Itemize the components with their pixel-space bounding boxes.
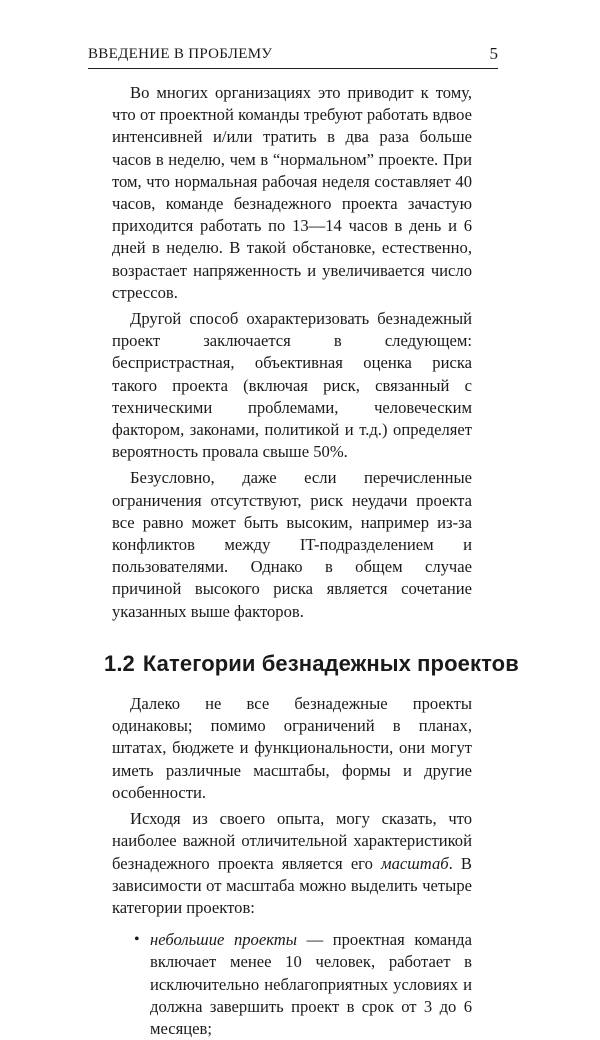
paragraph: Во многих организациях это приводит к тому, что от проектной команды требуют работать вдвое интенсивней и/или тратить в два раза больше часов в неделю, чем в “нормальном” проекте. При том, что нормальная рабочая неделя составляет 40 часов, команде безнадежного проекта зачастую приходится работать по 13—14 часов в день и 6 дней в неделю. В такой обстановке, естественно, возрастает напряженность и увеличивается число стрессов. <box>112 83 472 302</box>
paragraph: Безусловно, даже если перечисленные ограничения отсутствуют, риск неудачи проекта все равно может быть высоким, например из-за конфликтов между IT-подразделением и пользователями. Однако в общем случае причиной высокого риска является сочетание указанных выше факторов. <box>112 468 472 621</box>
section-heading <box>104 650 519 676</box>
bullet-icon: • <box>134 931 140 949</box>
paragraph: Другой способ охарактеризовать безнадежный проект заключается в следующем: беспристрастная, объективная оценка риска такого проекта (включая риск, связанный с техническими проблемами, человеческим фактором, законами, политикой и т.д.) определяет вероятность провала свыше 50%. <box>112 309 472 462</box>
scale-emphasis: масштаб <box>381 853 449 873</box>
paragraph: Далеко не все безнадежные проекты одинаковы; помимо ограничений в планах, штатах, бюджете и функциональности, они могут иметь различные масштабы, формы и другие особенности. <box>112 694 472 802</box>
section-number: 1.2 <box>104 650 135 676</box>
category-list <box>112 929 472 1040</box>
paragraph-scale <box>112 808 472 919</box>
list-item-text: — проектная команда включает менее 10 человек, работает в исключительно неблагоприятных условиях и должна завершить проект в срок от 3 до 6 месяцев; <box>150 930 472 1038</box>
body-text <box>104 82 519 1040</box>
running-head <box>88 42 498 69</box>
running-title: ВВЕДЕНИЕ В ПРОБЛЕМУ <box>88 46 273 62</box>
section-title: Категории безнадежных проектов <box>142 650 519 676</box>
list-item-term: небольшие проекты <box>150 930 297 950</box>
scale-text-before: Исходя из своего опыта, могу сказать, что наиболее важной отличительной характеристикой безнадежного проекта является его <box>112 809 472 873</box>
scale-text-after: . В зависимости от масштаба можно выделить четыре категории проектов: <box>112 853 472 917</box>
page-number: 5 <box>489 44 498 63</box>
list-item <box>134 929 472 1040</box>
